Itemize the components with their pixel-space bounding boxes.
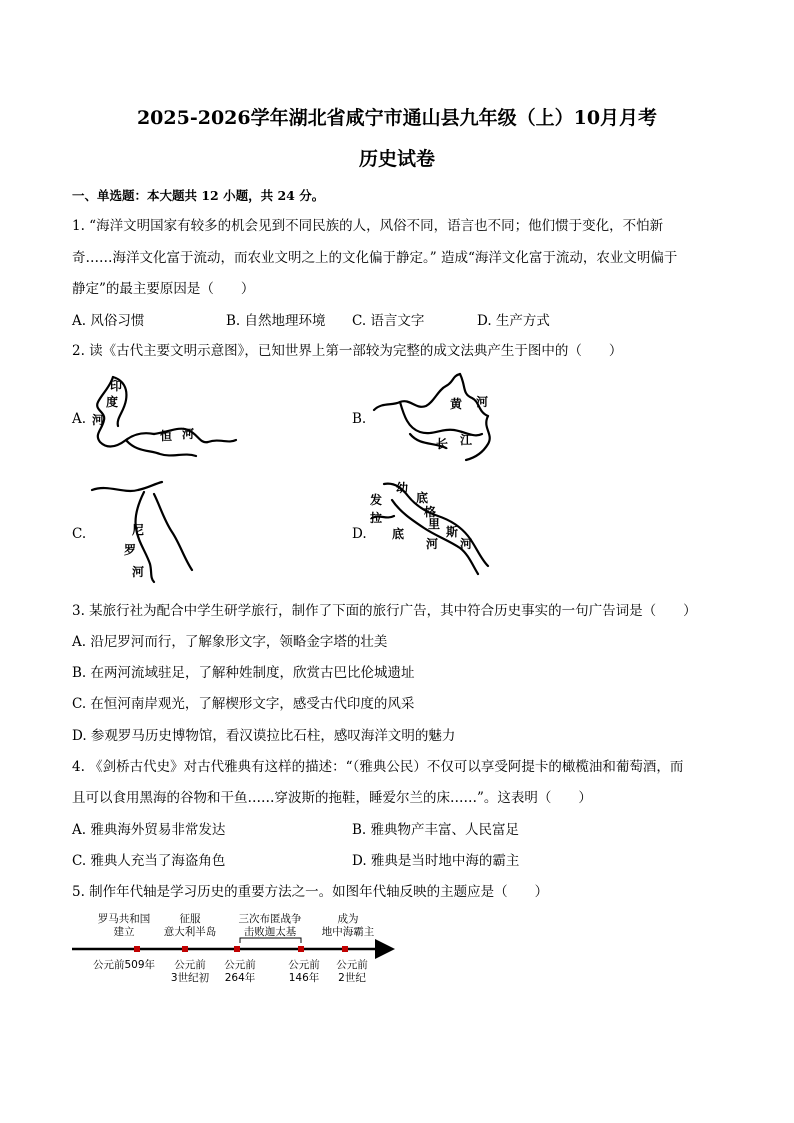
exam-subject: 历史试卷	[358, 148, 435, 170]
event-2-line2: 意大利半岛	[163, 926, 217, 938]
date-4-line2: 146年	[288, 972, 320, 984]
q2-map-a-letter: A.	[72, 411, 87, 427]
date-4-line1: 公元前	[288, 959, 320, 971]
map-b-label-4: 江	[460, 433, 473, 447]
q1-stem-line2: 奇……海洋文化富于流动，而农业文明之上的文化偏于静定。” 造成“海洋文化富于流动，农业文明偏于	[72, 250, 678, 266]
map-d-label-7: 里	[428, 517, 441, 531]
map-d-label-4: 底	[392, 527, 405, 541]
q3-option-c: C. 在恒河南岸观光，了解楔形文字，感受古代印度的风采	[72, 696, 415, 712]
timeline-tick	[134, 946, 140, 952]
india-river-map	[88, 372, 248, 472]
q3-option-b: B. 在两河流域驻足，了解种姓制度，欣赏古巴比伦城遗址	[72, 665, 415, 681]
map-a-label-5: 河	[182, 427, 195, 441]
q2-map-b-letter: B.	[352, 411, 367, 427]
q3-stem: 3. 某旅行社为配合中学生研学旅行，制作了下面的旅行广告，其中符合历史事实的一句广告词是（ ）	[72, 603, 697, 619]
q1-stem-line1: 1. “海洋文明国家有较多的机会见到不同民族的人，风俗不同，语言也不同；他们惯于变化，不怕新	[72, 218, 664, 234]
rome-timeline	[72, 910, 402, 990]
map-c-label-2: 罗	[124, 543, 137, 557]
timeline-tick	[182, 946, 188, 952]
q1-option-b: B. 自然地理环境	[226, 313, 326, 329]
map-b-label-3: 长	[436, 437, 449, 451]
timeline-tick	[234, 946, 240, 952]
map-d-label-8: 斯	[446, 525, 459, 539]
map-a-label-4: 恒	[160, 429, 173, 443]
q2-map-c-letter: C.	[72, 526, 87, 542]
map-d-label-3: 拉	[370, 511, 383, 525]
q1-option-a: A. 风俗习惯	[72, 313, 145, 329]
q4-stem-line2: 且可以食用黑海的谷物和干鱼……穿波斯的拖鞋，睡爱尔兰的床……”。这表明（ ）	[72, 790, 592, 806]
q4-option-b: B. 雅典物产丰富、人民富足	[352, 822, 520, 838]
q3-option-a: A. 沿尼罗河而行，了解象形文字，领略金字塔的壮美	[72, 634, 388, 650]
event-3-line1: 三次布匿战争	[238, 913, 302, 925]
event-4-line2: 地中海霸主	[321, 926, 375, 938]
date-5-line1: 公元前	[336, 959, 368, 971]
q4-stem-line1: 4. 《剑桥古代史》对古代雅典有这样的描述：“（雅典公民）不仅可以享受阿提卡的橄榄油和葡萄酒，而	[72, 759, 684, 775]
event-4-line1: 成为	[337, 913, 359, 925]
date-2-line1: 公元前	[174, 959, 206, 971]
map-d-label-2: 发	[370, 493, 383, 507]
map-d-label-10: 河	[460, 537, 473, 551]
map-b-label-1: 黄	[450, 397, 463, 411]
map-d-label-5: 底	[416, 491, 429, 505]
map-a-label-3: 河	[92, 413, 105, 427]
nile-river-map	[88, 480, 208, 585]
timeline-tick	[298, 946, 304, 952]
date-1-line1: 公元前509年	[92, 959, 156, 971]
q3-option-d: D. 参观罗马历史博物馆，看汉谟拉比石柱，感叹海洋文明的魅力	[72, 728, 456, 744]
q4-option-c: C. 雅典人充当了海盗角色	[72, 853, 226, 869]
map-c-label-3: 河	[132, 565, 145, 579]
map-a-label-1: 印	[110, 379, 123, 393]
date-2-line2: 3世纪初	[170, 972, 210, 984]
china-rivers-map	[370, 372, 510, 467]
q5-stem: 5. 制作年代轴是学习历史的重要方法之一。如图年代轴反映的主题应是（ ）	[72, 884, 549, 900]
q2-map-d-letter: D.	[352, 526, 367, 542]
map-d-label-9: 河	[426, 537, 439, 551]
q1-option-d: D. 生产方式	[477, 313, 550, 329]
q4-option-d: D. 雅典是当时地中海的霸主	[352, 853, 520, 869]
q1-option-c: C. 语言文字	[352, 313, 425, 329]
date-3-line2: 264年	[224, 972, 256, 984]
map-b-label-2: 河	[476, 395, 489, 409]
timeline-span-bracket	[240, 938, 301, 943]
map-a-label-2: 度	[106, 395, 119, 409]
exam-title: 2025-2026学年湖北省咸宁市通山县九年级（上）10月月考	[136, 107, 658, 129]
map-c-label-1: 尼	[132, 523, 145, 537]
mesopotamia-rivers-map	[368, 478, 508, 583]
map-d-label-6: 格	[424, 505, 437, 519]
event-2-line1: 征服	[179, 913, 201, 925]
map-d-label-1: 幼	[396, 481, 409, 495]
date-5-line2: 2世纪	[338, 972, 366, 984]
timeline-tick	[342, 946, 348, 952]
q1-stem-line3: 静定”的最主要原因是（ ）	[72, 281, 255, 297]
section-heading: 一、单选题：本大题共 12 小题，共 24 分。	[72, 188, 325, 203]
event-3-line2: 击败迦太基	[243, 926, 297, 938]
q2-stem: 2. 读《古代主要文明示意图》，已知世界上第一部较为完整的成文法典产生于图中的（ ）	[72, 343, 623, 359]
event-1-line1: 罗马共和国	[97, 913, 151, 925]
event-1-line2: 建立	[113, 926, 135, 938]
q4-option-a: A. 雅典海外贸易非常发达	[72, 822, 226, 838]
date-3-line1: 公元前	[224, 959, 256, 971]
